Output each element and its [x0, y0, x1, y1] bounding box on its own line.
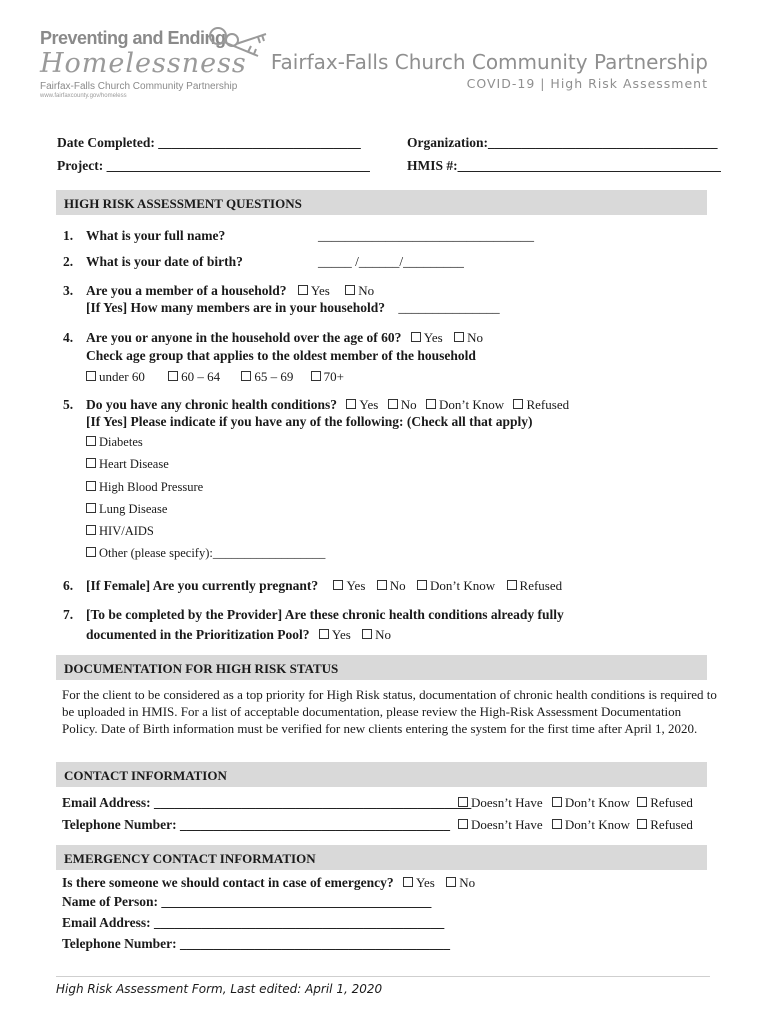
question-number: 7. — [63, 607, 74, 622]
chronic-followup: [If Yes] Please indicate if you have any of the following: (Check all that apply) — [86, 414, 533, 429]
header-subtitle: COVID-19 | High Risk Assessment — [466, 76, 708, 91]
chronic-dont-know-option[interactable] — [426, 397, 504, 412]
checkbox[interactable] — [319, 629, 329, 639]
chronic-no-option[interactable] — [388, 397, 417, 412]
household-no-option[interactable] — [345, 283, 374, 298]
keys-icon — [196, 22, 276, 66]
question-date-of-birth: What is your date of birth? — [86, 254, 243, 269]
question-chronic-conditions — [86, 397, 569, 413]
full-name-field[interactable]: ________________________________ — [318, 228, 534, 243]
checkbox[interactable] — [507, 580, 517, 590]
option-label: Refused — [650, 817, 693, 832]
option-label: Yes — [331, 627, 351, 642]
age-option-60-64[interactable] — [168, 369, 220, 384]
checkbox[interactable] — [241, 371, 251, 381]
option-label: Refused — [650, 795, 693, 810]
emergency-telephone-field[interactable]: Telephone Number: ________________________________________ — [62, 936, 451, 951]
checkbox[interactable] — [86, 547, 96, 557]
checkbox[interactable] — [426, 399, 436, 409]
checkbox[interactable] — [446, 877, 456, 887]
checkbox[interactable] — [168, 371, 178, 381]
question-number: 2. — [63, 254, 74, 269]
hmis-field[interactable]: HMIS #:_______________________________________ — [407, 158, 721, 173]
question-number: 3. — [63, 283, 74, 298]
emergency-name-field[interactable]: Name of Person: ________________________________________ — [62, 894, 432, 909]
checkbox[interactable] — [86, 436, 96, 446]
documentation-paragraph: For the client to be considered as a top priority for High Risk status, documentation of chronic health conditions is required to be uploaded in HMIS. For a list of acceptable documentation, please review the High-Risk Assessment Documentation Policy. Date of Birth information must be verified for new clients entering the system for the first time after April 1, 2020. — [62, 687, 717, 736]
condition-other[interactable] — [86, 546, 325, 561]
date-completed-field[interactable]: Date Completed: ______________________________ — [57, 135, 361, 150]
chronic-yes-option[interactable] — [346, 397, 378, 412]
header-title: Fairfax-Falls Church Community Partnership — [270, 50, 708, 74]
section-header-questions: HIGH RISK ASSESSMENT QUESTIONS — [56, 190, 707, 215]
option-label: No — [459, 875, 476, 890]
option-label: Doesn’t Have — [471, 795, 543, 810]
question-household-text: Are you a member of a household? — [86, 283, 287, 298]
age-group-options — [86, 369, 344, 385]
age-option-under-60[interactable] — [86, 369, 145, 384]
option-label: Other (please specify):__________________ — [99, 546, 326, 560]
option-label: Don’t Know — [564, 817, 630, 832]
section-header-contact: CONTACT INFORMATION — [56, 762, 707, 787]
checkbox[interactable] — [637, 797, 647, 807]
question-pregnant-text: [If Female] Are you currently pregnant? — [86, 578, 319, 593]
option-label: Don’t Know — [564, 795, 630, 810]
option-label: No — [389, 578, 406, 593]
emergency-no-option[interactable] — [446, 875, 475, 890]
organization-logo — [38, 22, 248, 98]
pregnant-yes-option[interactable] — [333, 578, 365, 593]
age-group-instruction: Check age group that applies to the oldest member of the household — [86, 348, 476, 363]
checkbox[interactable] — [298, 285, 308, 295]
checkbox[interactable] — [333, 580, 343, 590]
checkbox[interactable] — [86, 503, 96, 513]
checkbox[interactable] — [403, 877, 413, 887]
checkbox[interactable] — [86, 481, 96, 491]
question-chronic-text: Do you have any chronic health conditions? — [86, 397, 338, 412]
option-label: No — [467, 330, 483, 345]
email-address-field[interactable]: Email Address: _______________________________________________ — [62, 795, 472, 810]
over-60-no-option[interactable] — [454, 330, 483, 345]
checkbox[interactable] — [345, 285, 355, 295]
logo-line-1: Preventing and Ending — [40, 28, 226, 48]
option-label: Yes — [423, 330, 443, 345]
logo-line-4: www.fairfaxcounty.gov/homeless — [40, 93, 127, 99]
checkbox[interactable] — [86, 458, 96, 468]
emergency-yes-option[interactable] — [403, 875, 435, 890]
option-label: Doesn’t Have — [471, 817, 543, 832]
pregnant-refused-option[interactable] — [507, 578, 563, 593]
over-60-yes-option[interactable] — [411, 330, 443, 345]
phone-refused-option[interactable] — [637, 817, 693, 832]
section-header-emergency: EMERGENCY CONTACT INFORMATION — [56, 845, 707, 870]
option-label: No — [400, 397, 417, 412]
footer-text: High Risk Assessment Form, Last edited: April 1, 2020 — [56, 982, 383, 996]
option-label: Yes — [359, 397, 379, 412]
household-yes-option[interactable] — [298, 283, 330, 298]
option-label: HIV/AIDS — [99, 524, 154, 538]
option-label: Yes — [346, 578, 366, 593]
checkbox[interactable] — [637, 819, 647, 829]
logo-line-3: Fairfax-Falls Church Community Partnership — [40, 81, 238, 92]
question-household — [86, 283, 374, 299]
option-label: Refused — [526, 397, 570, 412]
option-label: No — [375, 627, 392, 642]
option-label: Heart Disease — [99, 457, 169, 471]
email-doesnt-have-option[interactable] — [458, 795, 543, 810]
option-label: Yes — [310, 283, 330, 298]
option-label: Diabetes — [99, 435, 143, 449]
condition-hiv-aids[interactable] — [86, 524, 154, 539]
question-number: 5. — [63, 397, 74, 412]
question-documented-line-2 — [86, 627, 391, 643]
checkbox[interactable] — [377, 580, 387, 590]
household-count-field[interactable]: _______________ — [398, 300, 500, 315]
option-label: Refused — [519, 578, 563, 593]
condition-diabetes[interactable] — [86, 435, 143, 450]
checkbox[interactable] — [388, 399, 398, 409]
checkbox[interactable] — [86, 371, 96, 381]
option-label: under 60 — [99, 369, 145, 384]
project-field[interactable]: Project: _______________________________________ — [57, 158, 370, 173]
option-label: 70+ — [323, 369, 344, 384]
option-label: Yes — [415, 875, 435, 890]
checkbox[interactable] — [552, 797, 562, 807]
emergency-contact-question — [62, 875, 475, 891]
pregnant-dont-know-option[interactable] — [417, 578, 495, 593]
condition-lung-disease[interactable] — [86, 502, 167, 517]
checkbox[interactable] — [513, 399, 523, 409]
footer-divider — [56, 976, 710, 977]
question-documented-line-1: [To be completed by the Provider] Are these chronic health conditions already fully — [86, 607, 564, 622]
condition-heart-disease[interactable] — [86, 457, 169, 472]
household-followup-text: [If Yes] How many members are in your household? — [86, 300, 386, 315]
age-option-70-plus[interactable] — [311, 369, 344, 384]
checkbox[interactable] — [411, 332, 421, 342]
option-label: High Blood Pressure — [99, 480, 204, 494]
option-label: Lung Disease — [99, 502, 168, 516]
logo-line-2: Homelessness — [40, 48, 247, 79]
question-pregnant — [86, 578, 562, 594]
chronic-refused-option[interactable] — [513, 397, 569, 412]
checkbox[interactable] — [458, 819, 468, 829]
phone-dont-know-option[interactable] — [552, 817, 630, 832]
checkbox[interactable] — [552, 819, 562, 829]
date-of-birth-field[interactable]: _____ /______/_________ — [318, 254, 464, 269]
email-dont-know-option[interactable] — [552, 795, 630, 810]
question-over-60-text: Are you or anyone in the household over the age of 60? — [86, 330, 402, 345]
documented-no-option[interactable] — [362, 627, 391, 642]
phone-doesnt-have-option[interactable] — [458, 817, 543, 832]
checkbox[interactable] — [454, 332, 464, 342]
condition-high-blood-pressure[interactable] — [86, 480, 203, 495]
question-full-name: What is your full name? — [86, 228, 226, 243]
checkbox[interactable] — [346, 399, 356, 409]
organization-field[interactable]: Organization:__________________________________ — [407, 135, 718, 150]
household-followup — [86, 300, 500, 316]
telephone-options — [458, 817, 693, 833]
question-number: 6. — [63, 578, 74, 593]
checkbox[interactable] — [417, 580, 427, 590]
documented-yes-option[interactable] — [319, 627, 351, 642]
email-refused-option[interactable] — [637, 795, 693, 810]
email-options — [458, 795, 693, 811]
option-label: 65 – 69 — [254, 369, 294, 384]
question-over-60 — [86, 330, 483, 346]
option-label: Don’t Know — [430, 578, 496, 593]
pregnant-no-option[interactable] — [377, 578, 406, 593]
question-documented-text: documented in the Prioritization Pool? — [86, 627, 310, 642]
age-option-65-69[interactable] — [241, 369, 293, 384]
emergency-email-field[interactable]: Email Address: ___________________________________________ — [62, 915, 445, 930]
checkbox[interactable] — [362, 629, 372, 639]
option-label: Don’t Know — [438, 397, 505, 412]
checkbox[interactable] — [311, 371, 321, 381]
section-header-documentation: DOCUMENTATION FOR HIGH RISK STATUS — [56, 655, 707, 680]
checkbox[interactable] — [458, 797, 468, 807]
question-number: 4. — [63, 330, 74, 345]
checkbox[interactable] — [86, 525, 96, 535]
emergency-question-text: Is there someone we should contact in case of emergency? — [62, 875, 394, 890]
telephone-number-field[interactable]: Telephone Number: ________________________________________ — [62, 817, 451, 832]
option-label: 60 – 64 — [181, 369, 221, 384]
question-number: 1. — [63, 228, 74, 243]
option-label: No — [358, 283, 375, 298]
